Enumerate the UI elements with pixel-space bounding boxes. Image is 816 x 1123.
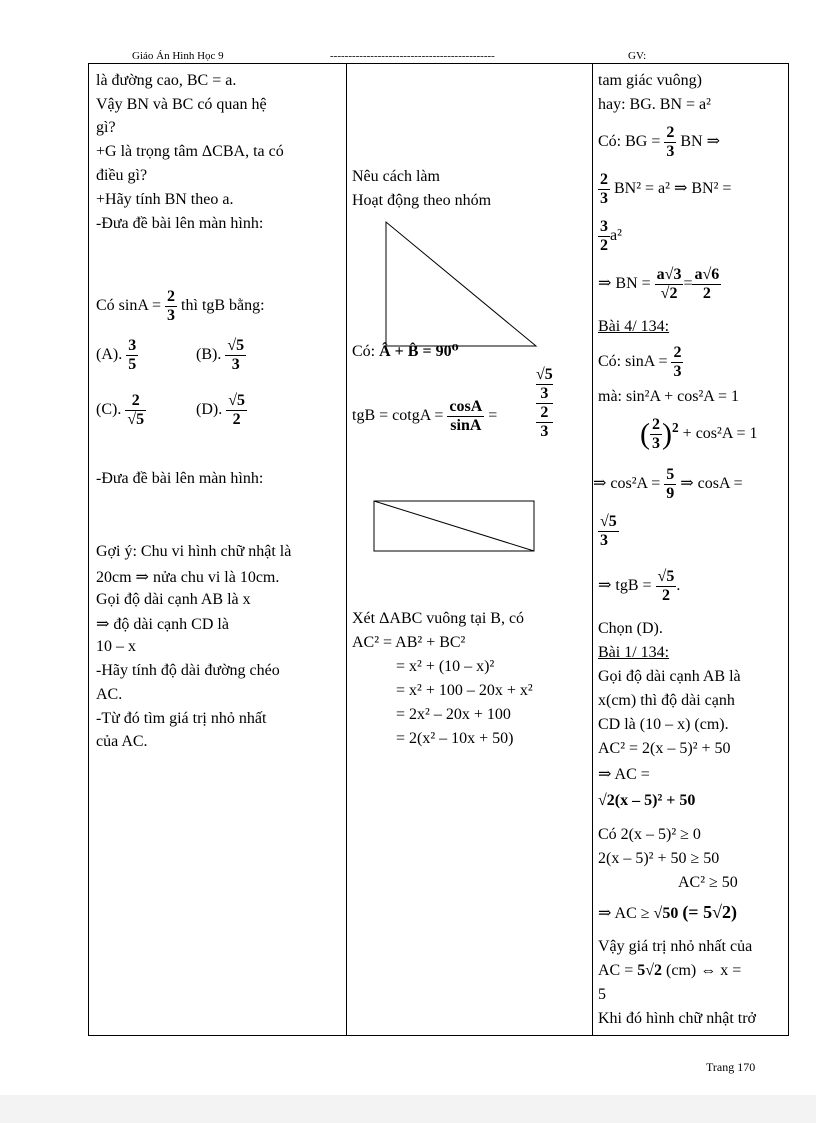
c3-t10: ⇒ AC ≥ √50 (= 5√2) xyxy=(598,902,737,922)
c3-line-1: tam giác vuông) xyxy=(598,72,702,89)
page-number: Trang 170 xyxy=(706,1060,756,1074)
c1-line-8: -Đưa đề bài lên màn hình: xyxy=(96,470,264,487)
c2-complex-fraction: √5 3 2 3 xyxy=(536,366,553,440)
c1-hint-7: AC. xyxy=(96,686,123,703)
c1-line-1: là đường cao, BC = a. xyxy=(96,72,237,89)
c3-exercise-1-title: Bài 1/ 134: xyxy=(598,644,670,661)
c1-hint-8: -Từ đó tìm giá trị nhỏ nhất xyxy=(96,710,267,727)
c1-hint-1: Gợi ý: Chu vi hình chữ nhật là xyxy=(96,543,292,560)
c3-identity-sub: ( $\frac{2}{3}$ )$^2$ + cos²A = 1 xyxy=(640,416,758,452)
c3-t11: Vậy giá trị nhỏ nhất của xyxy=(598,938,753,955)
c1-line-5: điều gì? xyxy=(96,167,148,184)
bottom-strip xyxy=(0,1095,816,1123)
c1-line-3: gì? xyxy=(96,119,116,136)
c2-xet-6: = 2(x² – 10x + 50) xyxy=(396,730,514,747)
option-b: (B). $\frac{√5}{3}$ xyxy=(196,337,245,373)
c2-angles: Có: Â + B̂ = 90⁰ xyxy=(352,343,459,360)
c3-cosA-value: $\frac{√5}{3}$ xyxy=(600,513,617,549)
c3-a2: $\frac{3}{2}$ a² xyxy=(600,218,622,254)
c1-question-fraction: $\frac{2}{3}$ xyxy=(167,288,176,324)
c3-t2: x(cm) thì độ dài cạnh xyxy=(598,692,735,709)
header-left: Giáo Án Hình Học 9 xyxy=(132,50,224,62)
c3-t9: AC² ≥ 50 xyxy=(678,874,738,891)
c2-xet-3: = x² + (10 – x)² xyxy=(396,658,495,675)
c3-t8: 2(x – 5)² + 50 ≥ 50 xyxy=(598,850,720,867)
header-dashes: --------------------------------------------- xyxy=(330,50,495,62)
c2-xet-2: AC² = AB² + BC² xyxy=(352,634,466,651)
c2-xet-4: = x² + 100 – 20x + x² xyxy=(396,682,533,699)
c1-line-7: -Đưa đề bài lên màn hình: xyxy=(96,215,264,232)
c1-hint-4: ⇒ độ dài cạnh CD là xyxy=(96,616,229,633)
c3-sinA: Có: sinA = $\frac{2}{3}$ xyxy=(598,344,682,380)
c3-t1: Gọi độ dài cạnh AB là xyxy=(598,668,741,685)
c3-tgB: ⇒ tgB = $\frac{√5}{2}$ . xyxy=(598,568,681,604)
c1-question-pre: Có sinA = xyxy=(96,297,162,315)
c2-xet-1: Xét ΔABC vuông tại B, có xyxy=(352,610,525,627)
c2-tgB: tgB = cotgA = $\frac{\cos A}{\sin A}$ = xyxy=(352,398,498,434)
c3-bg: Có: BG = $\frac{2}{3}$ BN ⇒ xyxy=(598,124,721,160)
c3-bn: ⇒ BN = $\frac{a√3}{√2}$ = $\frac{a√6}{2}$ xyxy=(598,266,720,302)
c3-bn2: $\frac{2}{3}$ BN² = a² ⇒ BN² = xyxy=(600,171,732,207)
c1-question-post: thì tgB bằng: xyxy=(181,297,265,315)
c2-xet-5: = 2x² – 20x + 100 xyxy=(396,706,511,723)
c3-t5: ⇒ AC = xyxy=(598,766,650,783)
c1-line-2: Vậy BN và BC có quan hệ xyxy=(96,96,267,113)
column-divider-1 xyxy=(346,63,347,1036)
c1-hint-9: của AC. xyxy=(96,733,148,750)
c3-t7: Có 2(x – 5)² ≥ 0 xyxy=(598,826,701,843)
c3-t3: CD là (10 – x) (cm). xyxy=(598,716,729,733)
c3-line-2: hay: BG. BN = a² xyxy=(598,96,711,113)
c1-hint-6: -Hãy tính độ dài đường chéo xyxy=(96,662,280,679)
c3-t4: AC² = 2(x – 5)² + 50 xyxy=(598,740,731,757)
c3-identity: mà: sin²A + cos²A = 1 xyxy=(598,388,739,405)
header-right: GV: xyxy=(628,50,647,62)
column-divider-2 xyxy=(592,63,593,1036)
c3-exercise-4-title: Bài 4/ 134: xyxy=(598,318,670,335)
right-triangle-figure xyxy=(384,220,538,348)
option-d: (D). $\frac{√5}{2}$ xyxy=(196,392,245,428)
c3-t12: AC = 5√2 (cm) ⇔ x = xyxy=(598,962,742,979)
option-a: (A). $\frac{3}{5}$ xyxy=(96,337,137,373)
option-c: (C). $\frac{2}{√5}$ xyxy=(96,392,145,428)
rectangle-figure xyxy=(373,500,535,552)
c3-t14: Khi đó hình chữ nhật trở xyxy=(598,1010,756,1027)
c3-t6: √2(x – 5)² + 50 xyxy=(598,792,696,809)
c1-hint-2: 20cm ⇒ nửa chu vi là 10cm. xyxy=(96,569,280,586)
c3-t13: 5 xyxy=(598,986,606,1003)
c3-cos2A: ⇒ cos²A = $\frac{5}{9}$ ⇒ cosA = xyxy=(593,466,743,502)
c1-hint-5: 10 – x xyxy=(96,638,136,655)
c2-line-1: Nêu cách làm xyxy=(352,168,440,185)
c1-hint-3: Gọi độ dài cạnh AB là x xyxy=(96,591,251,608)
c1-line-6: +Hãy tính BN theo a. xyxy=(96,191,234,208)
c1-question xyxy=(96,288,265,325)
c1-line-4: +G là trọng tâm ΔCBA, ta có xyxy=(96,143,284,160)
c2-line-2: Hoạt động theo nhóm xyxy=(352,192,492,209)
c3-choose: Chọn (D). xyxy=(598,620,663,637)
